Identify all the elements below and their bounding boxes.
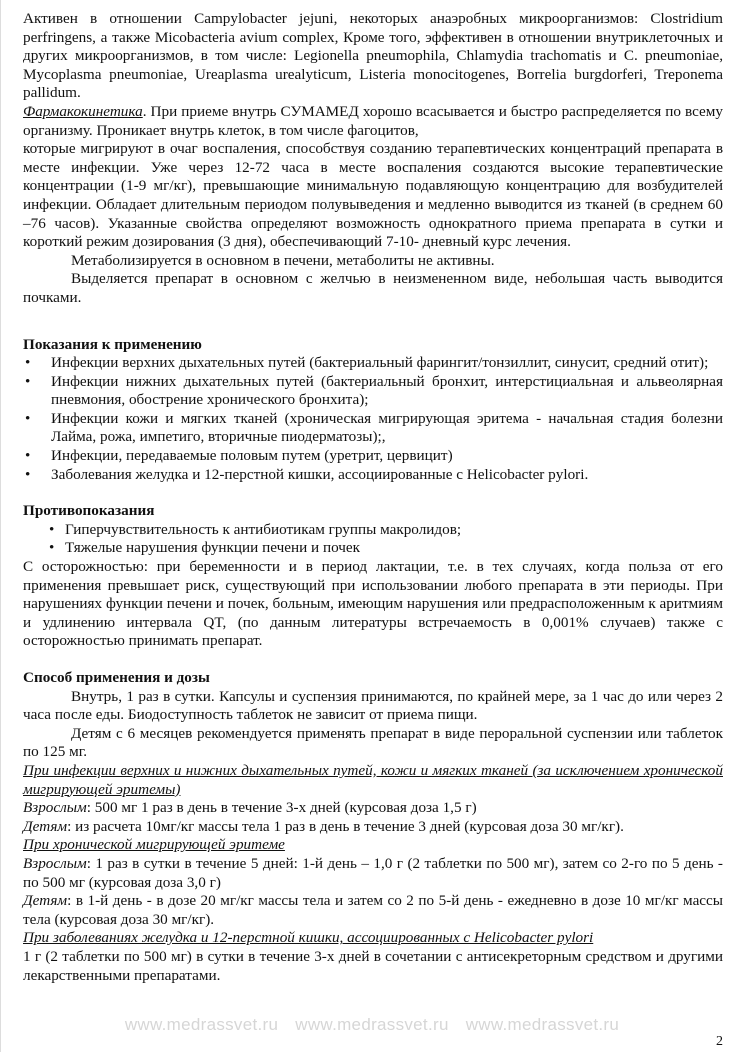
watermark [1, 1015, 742, 1035]
watermark-text: www.medrassvet.ru [295, 1015, 449, 1034]
list-item: • Гиперчувствительность к антибиотикам группы макролидов; [23, 521, 723, 540]
list-item: • Инфекции кожи и мягких тканей (хроническая мигрирующая эритема - начальная стадия болезни Лайма, рожа, импетиго, вторичные пиодерматозы);, [23, 410, 723, 447]
respiratory-adults-text: : 500 мг 1 раз в день в течение 3-х дней (курсовая доза 1,5 г) [86, 799, 477, 817]
subheading-helicobacter: При заболеваниях желудка и 12-перстной кишки, ассоциированных с Helicobacter pylori [23, 929, 594, 947]
erythema-children-text: : в 1-й день - в дозе 20 мг/кг массы тела и затем со 2 по 5-й день - ежедневно в дозе 10 мг/кг массы тела (курсовая доза 30 мг/кг). [23, 892, 723, 928]
respiratory-children-text: : из расчета 10мг/кг массы тела 1 раз в день в течение 3 дней (курсовая доза 30 мг/кг). [67, 817, 624, 835]
metabolism-paragraph: Метаболизируется в основном в печени, метаболиты не активны. [71, 251, 495, 269]
caution-paragraph: С осторожностью: при беременности и в период лактации, т.е. в тех случаях, когда польза от его применения превышает риск, существующий при использовании любого препарата в эти периоды. При нарушениях функции печени и почек, больным, имеющим нарушения или предрасположенным к аритмиям и удлинению интервала QT, (по данным литературы встречаемость в 0,001% случаев) также с осторожностью принимать препарат. [23, 558, 723, 650]
list-item: • Заболевания желудка и 12-перстной кишки, ассоциированные с Helicobacter pylori. [23, 466, 723, 485]
contraindications-heading: Противопоказания [23, 502, 155, 520]
intro-paragraph: Активен в отношении Campylobacter jejuni, некоторых анаэробных микроорганизмов: Clostridium perfringens, а также Micobacteria avium complex, Кроме того, эффективен в отношении внутриклеточных и других микроорганизмов, в том числе: Legionella pneumophila, Chlamydia trachomatis и C. pneumoniae, Mycoplasma pneumoniae, Ureaplasma urealyticum, Listeria monocitogenes, Borrelia burgdorferi, Treponema pallidum. [23, 10, 723, 102]
erythema-adults [23, 855, 723, 892]
list-item: • Инфекции, передаваемые половым путем (уретрит, цервицит) [23, 447, 723, 466]
indications-heading: Показания к применению [23, 335, 202, 353]
watermark-text: www.medrassvet.ru [465, 1015, 620, 1034]
list-item: • Инфекции верхних дыхательных путей (бактериальный фарингит/тонзиллит, синусит, средний отит); [23, 354, 723, 373]
dosage-paragraph-1: Внутрь, 1 раз в сутки. Капсулы и суспензия принимаются, по крайней мере, за 1 час до или через 2 часа после еды. Биодоступность таблеток не зависит от приема пищи. [23, 687, 723, 724]
adults-label: Взрослым [23, 799, 87, 817]
pharmacokinetics-paragraph [23, 103, 723, 140]
dosage-paragraph-2: Детям с 6 месяцев рекомендуется применять препарат в виде пероральной суспензии или таблеток по 125 мг. [23, 724, 723, 761]
respiratory-children [23, 818, 723, 837]
adults-label: Взрослым [23, 854, 87, 872]
subheading-respiratory: При инфекции верхних и нижних дыхательных путей, кожи и мягких тканей (за исключением хронической мигрирующей эритемы) [23, 761, 723, 798]
dosage-heading: Способ применения и дозы [23, 669, 210, 686]
pharmacokinetics-text: . При приеме внутрь СУМАМЕД хорошо всасывается и быстро распределяется по всему организму. Проникает внутрь клеток, в том числе фагоцитов, [23, 102, 723, 139]
indications-list [23, 354, 723, 484]
children-label: Детям [23, 892, 68, 910]
subheading-erythema: При хронической мигрирующей эритеме [23, 836, 285, 854]
erythema-children [23, 892, 723, 929]
list-item: • Тяжелые нарушения функции печени и почек [23, 539, 723, 558]
watermark-text: www.medrassvet.ru [124, 1015, 279, 1034]
pharmacokinetics-continuation: которые мигрируют в очаг воспаления, способствуя созданию терапевтических концентраций препарата в месте инфекции. Уже через 12-72 часа в месте воспаления создаются высокие терапевтические концентрации (1-9 мг/кг), превышающие минимальную подавляющую концентрацию для возбудителей инфекции. Обладает длительным периодом полувыведения и медленно выводится из тканей (в среднем 60 –76 часов). Указанные свойства определяют возможность однократного приема препарата в сутки и короткий режим дозирования (3 дня), обеспечивающий 7-10- дневный курс лечения. [23, 140, 723, 251]
contraindications-list [23, 521, 723, 558]
helicobacter-text: 1 г (2 таблетки по 500 мг) в сутки в течение 3-х дней в сочетании с антисекреторным средством и другими лекарственными препаратами. [23, 947, 723, 984]
document-body [23, 10, 723, 985]
respiratory-adults [23, 799, 723, 818]
page-number: 2 [716, 1034, 723, 1049]
children-label: Детям [23, 817, 68, 835]
excretion-paragraph: Выделяется препарат в основном с желчью в неизмененном виде, небольшая часть выводится почками. [23, 270, 723, 306]
pharmacokinetics-label: Фармакокинетика [23, 102, 143, 120]
list-item: • Инфекции нижних дыхательных путей (бактериальный бронхит, интерстициальная и альвеолярная пневмония, обострение хронического бронхита); [23, 373, 723, 410]
erythema-adults-text: : 1 раз в сутки в течение 5 дней: 1-й день – 1,0 г (2 таблетки по 500 мг), затем со 2-го по 5 день - по 500 мг (курсовая доза 3,0 г) [23, 854, 723, 891]
